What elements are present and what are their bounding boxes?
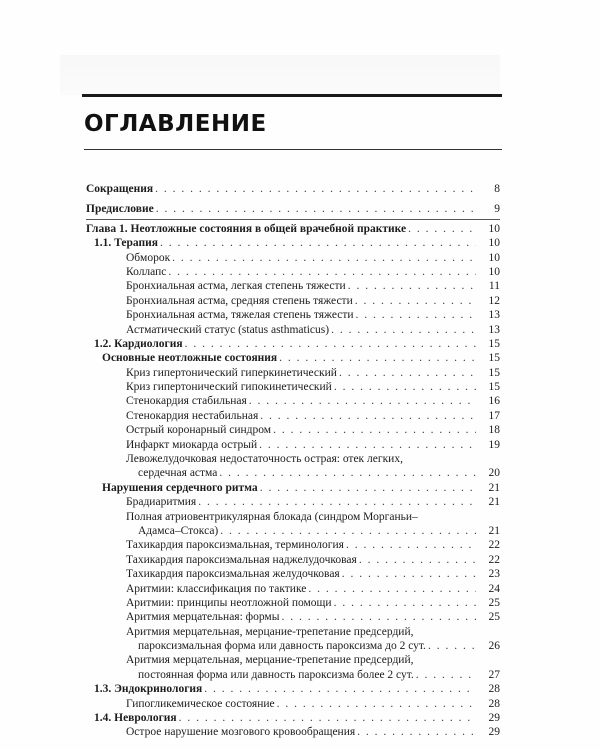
toc-entry-section-1-1: 1.1. Терапия . . . 10 xyxy=(86,236,500,250)
toc-entry-chapter-1: Глава 1. Неотложные состояния в общей врачебной практике . . . 10 xyxy=(86,222,500,236)
toc-item-two-line: Аритмия мерцательная, мерцание-трепетание предсердий, xyxy=(126,625,414,638)
toc-subsection-basic-emergencies: Основные неотложные состояния . . . 15 xyxy=(86,351,500,365)
toc-item: Брадиаритмия . . . 21 xyxy=(86,495,500,509)
toc-item-continuation: постоянная форма или давность пароксизма более 2 сут. . . . 27 xyxy=(86,668,500,682)
toc-item-continuation: Адамса–Стокса) . . . 21 xyxy=(86,524,500,538)
toc-item: Бронхиальная астма, легкая степень тяжести . . . 11 xyxy=(86,279,500,293)
title-rule xyxy=(84,149,502,150)
toc-entry-section-1-4: 1.4. Неврология . . . 29 xyxy=(86,711,500,725)
toc-item: Криз гипертонический гипокинетический . . . 15 xyxy=(86,380,500,394)
toc-item: Бронхиальная астма, тяжелая степень тяжести . . . 13 xyxy=(86,308,500,322)
toc-item: Тахикардия пароксизмальная наджелудочковая . . . 22 xyxy=(86,553,500,567)
toc-item: Обморок . . . 10 xyxy=(86,251,500,265)
top-rule xyxy=(82,94,502,97)
page-title: ОГЛАВЛЕНИЕ xyxy=(84,111,267,137)
toc-item-two-line: Аритмия мерцательная, мерцание-трепетание предсердий, xyxy=(126,654,414,667)
toc-item: Острое нарушение мозгового кровообращения . . . 29 xyxy=(86,725,500,739)
toc-item: Бронхиальная астма, средняя степень тяжести . . . 12 xyxy=(86,294,500,308)
toc-item-continuation: сердечная астма . . . 20 xyxy=(86,466,500,480)
toc-item: Аритмия мерцательная: формы . . . 25 xyxy=(86,610,500,624)
toc-item: Коллапс . . . 10 xyxy=(86,265,500,279)
toc-entry-abbreviations: Сокращения . . . 8 xyxy=(86,182,500,196)
toc-item: Гипогликемическое состояние . . . 28 xyxy=(86,697,500,711)
toc-item: Тахикардия пароксизмальная желудочковая . . . 23 xyxy=(86,567,500,581)
toc-item: Аритмии: классификация по тактике . . . 24 xyxy=(86,582,500,596)
toc-item: Стенокардия нестабильная . . . 17 xyxy=(86,409,500,423)
toc-item: Криз гипертонический гиперкинетический . . . 15 xyxy=(86,366,500,380)
toc-item-two-line: Левожелудочковая недостаточность острая: отек легких, xyxy=(126,453,403,466)
toc-entry-section-1-3: 1.3. Эндокринология . . . 28 xyxy=(86,682,500,696)
toc-item: Астматический статус (status asthmaticus) . . . 13 xyxy=(86,323,500,337)
toc-item: Острый коронарный синдром . . . 18 xyxy=(86,423,500,437)
toc-entry-preface: Предисловие . . . 9 xyxy=(86,202,500,216)
toc-subsection-arrhythmias: Нарушения сердечного ритма . . . 21 xyxy=(86,481,500,495)
toc-item: Аритмии: принципы неотложной помощи . . . 25 xyxy=(86,596,500,610)
separator xyxy=(86,219,500,220)
toc-item-two-line: Полная атриовентрикулярная блокада (синдром Морганьи– xyxy=(126,510,418,523)
table-of-contents xyxy=(86,182,500,740)
toc-item: Инфаркт миокарда острый . . . 19 xyxy=(86,438,500,452)
toc-item: Тахикардия пароксизмальная, терминология . . . 22 xyxy=(86,538,500,552)
page-bleed-through xyxy=(60,55,500,95)
toc-entry-section-1-2: 1.2. Кардиология . . . 15 xyxy=(86,337,500,351)
toc-item-continuation: пароксизмальная форма или давность пароксизма до 2 сут. . . . 26 xyxy=(86,639,500,653)
toc-item: Стенокардия стабильная . . . 16 xyxy=(86,394,500,408)
